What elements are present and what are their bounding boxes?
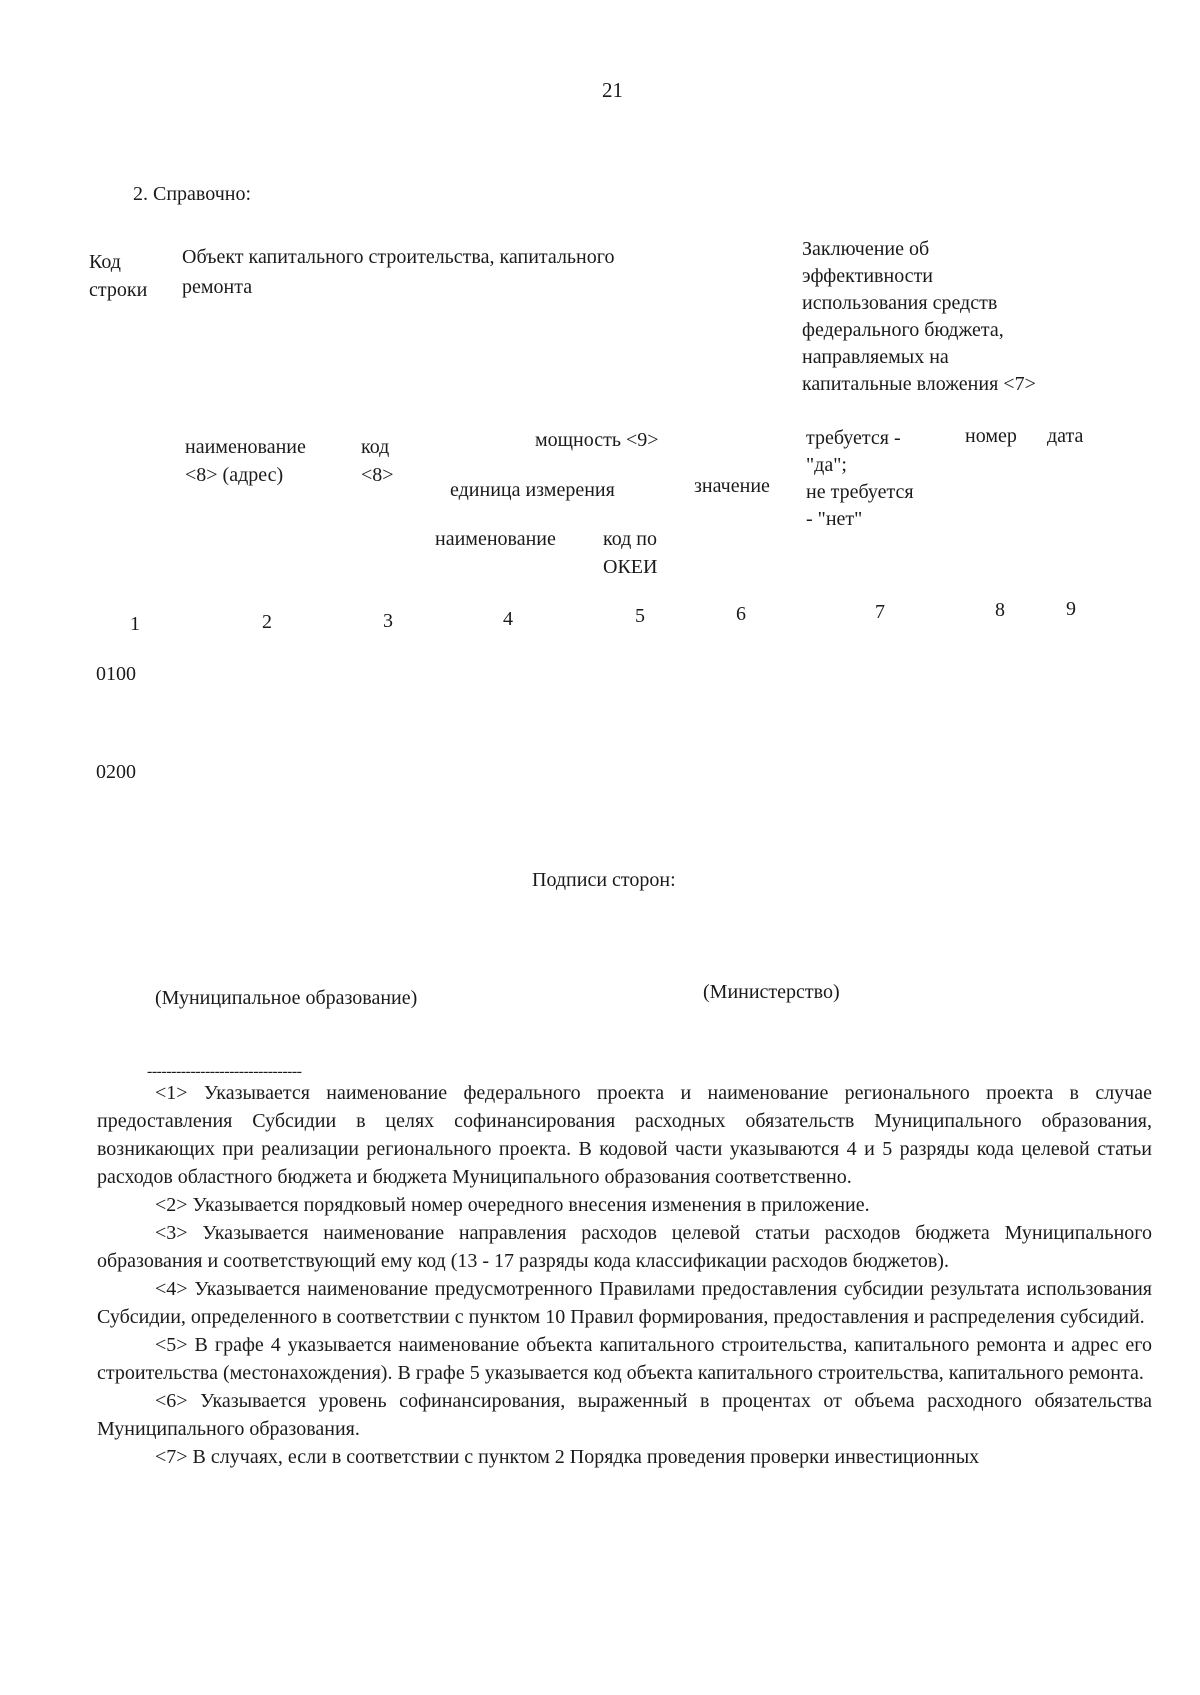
signature-ministry: (Министерство) bbox=[703, 981, 840, 1003]
column-number-3: 3 bbox=[383, 610, 393, 632]
header-conclusion: Заключение об эффективности использования средств федерального бюджета, направляемых на капитальные вложения <7> bbox=[802, 238, 1036, 395]
header-object: Объект капитального строительства, капитального ремонта bbox=[182, 246, 615, 298]
row-code-0100: 0100 bbox=[96, 663, 136, 685]
footnote-5: <5> В графе 4 указывается наименование объекта капитального строительства, капитального ремонта и адрес его строительства (местонахождения). В графе 5 указывается код объекта капитального строительства, капитального ремонта. bbox=[97, 1334, 1152, 1384]
row-code-0200: 0200 bbox=[96, 761, 136, 783]
header-power: мощность <9> bbox=[535, 429, 659, 451]
page-number: 21 bbox=[602, 78, 623, 102]
column-number-1: 1 bbox=[130, 613, 140, 635]
column-number-8: 8 bbox=[995, 599, 1005, 621]
section-title: 2. Справочно: bbox=[133, 183, 252, 205]
column-number-7: 7 bbox=[875, 601, 885, 623]
footnote-7: <7> В случаях, если в соответствии с пунктом 2 Порядка проведения проверки инвестиционных bbox=[155, 1446, 980, 1468]
signatures-title: Подписи сторон: bbox=[532, 869, 676, 891]
footnote-2: <2> Указывается порядковый номер очередного внесения изменения в приложение. bbox=[155, 1194, 870, 1216]
header-code: Код строки bbox=[89, 251, 148, 301]
header-kod: код <8> bbox=[361, 436, 394, 486]
footnote-1: <1> Указывается наименование федерального проекта и наименование регионального проекта в случае предоставления Субсидии в целях софинансирования расходных обязательств Муниципального образования, возникающих при реализации регионального проекта. В кодовой части указываются 4 и 5 разряды кода целевой статьи расходов областного бюджета и бюджета Муниципального образования соответственно. bbox=[97, 1082, 1152, 1188]
header-required: требуется - "да"; не требуется - "нет" bbox=[806, 427, 914, 530]
column-number-9: 9 bbox=[1066, 598, 1076, 620]
footnote-6: <6> Указывается уровень софинансирования, выраженный в процентах от объема расходного обязательства Муниципального образования. bbox=[97, 1390, 1152, 1440]
header-okei: код по ОКЕИ bbox=[603, 528, 658, 578]
column-number-2: 2 bbox=[262, 611, 272, 633]
column-number-6: 6 bbox=[736, 603, 746, 625]
header-date: дата bbox=[1047, 425, 1084, 447]
header-name-address: наименование <8> (адрес) bbox=[185, 436, 306, 486]
footnote-4: <4> Указывается наименование предусмотренного Правилами предоставления субсидии результата использования Субсидии, определенного в соответствии с пунктом 10 Правил формирования, предоставления и распределения субсидий. bbox=[97, 1278, 1152, 1328]
column-number-4: 4 bbox=[503, 608, 513, 630]
header-number: номер bbox=[965, 425, 1017, 447]
footnote-separator: -------------------------------- bbox=[147, 1063, 302, 1080]
signature-municipality: (Муниципальное образование) bbox=[155, 987, 418, 1009]
header-unit-name: наименование bbox=[435, 528, 556, 550]
header-unit: единица измерения bbox=[450, 479, 615, 501]
footnote-3: <3> Указывается наименование направления расходов целевой статьи расходов бюджета Муниципального образования и соответствующий ему код (13 - 17 разряды кода классификации расходов бюджетов). bbox=[97, 1222, 1152, 1272]
column-number-5: 5 bbox=[635, 605, 645, 627]
header-value: значение bbox=[694, 475, 770, 497]
footnotes bbox=[97, 1079, 1152, 1471]
